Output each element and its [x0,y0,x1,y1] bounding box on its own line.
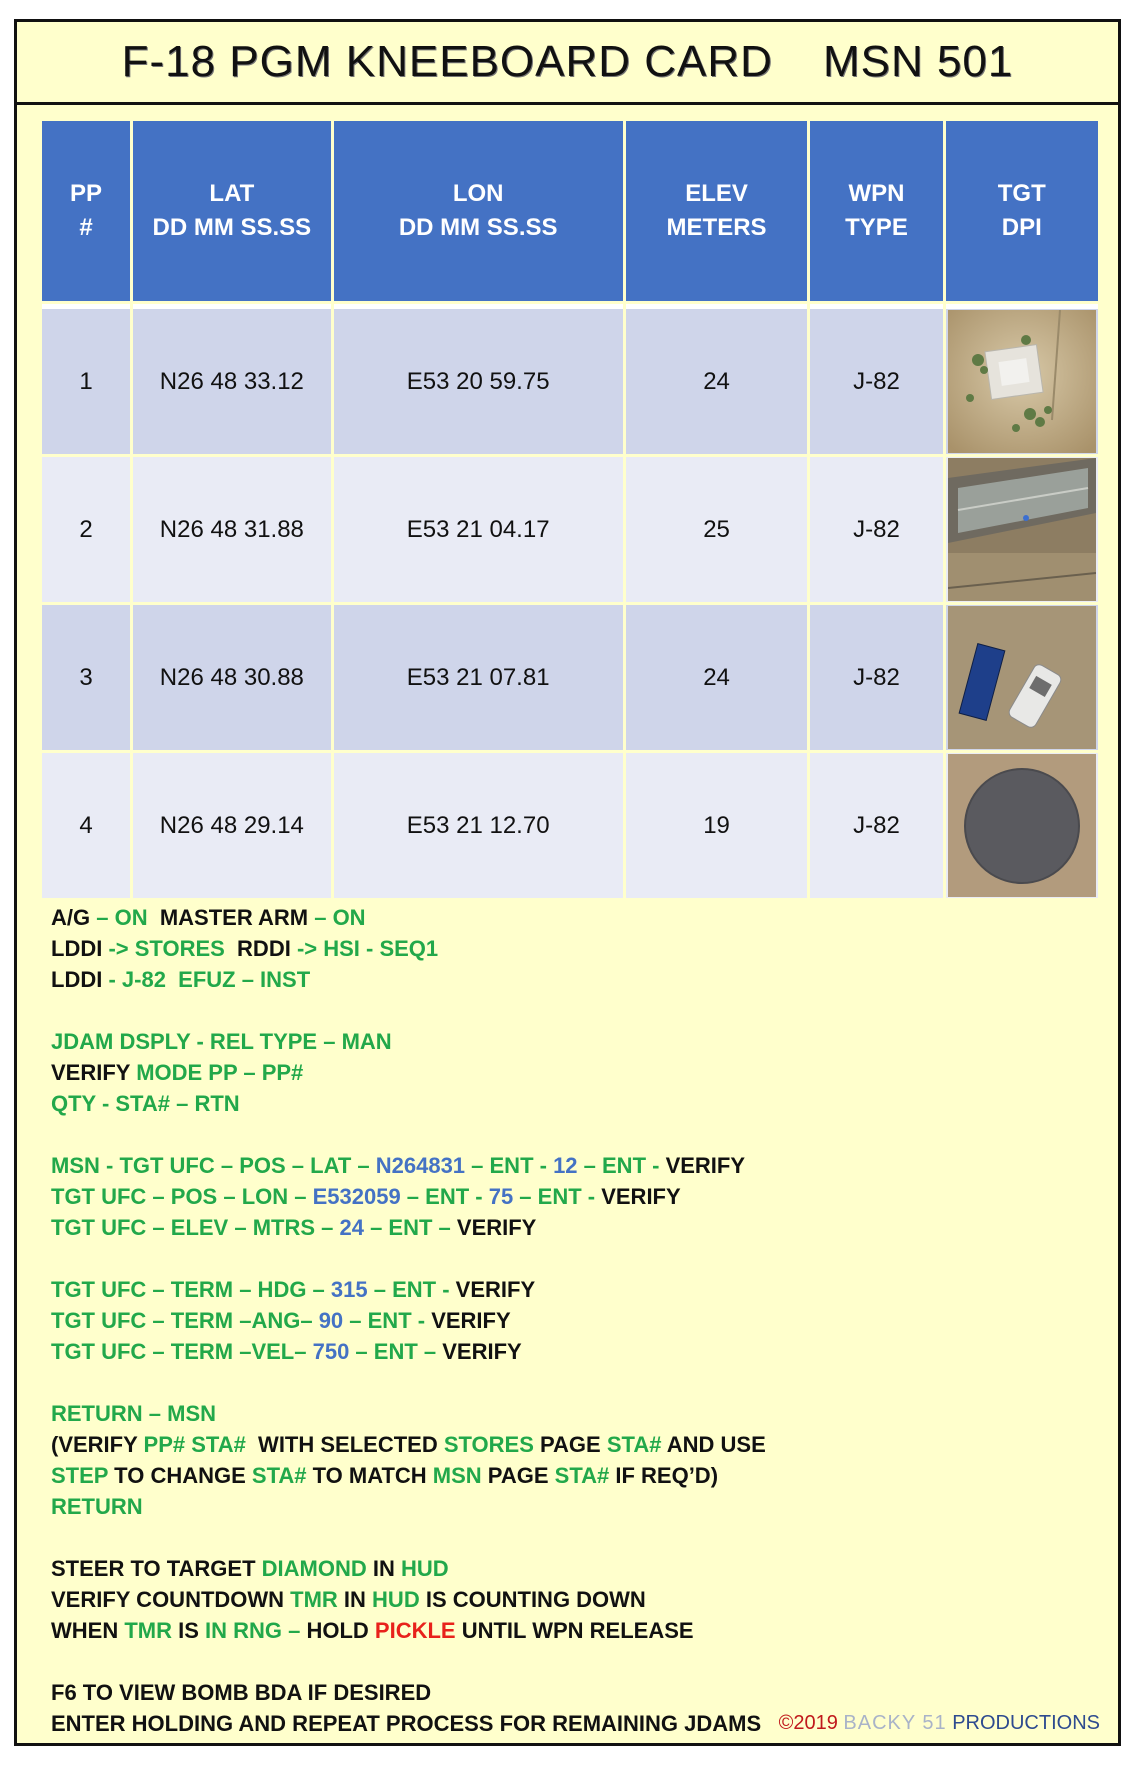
table-row [42,753,1098,898]
procedure-line [51,1181,766,1212]
tgt-image-4-icon [948,754,1096,897]
procedure-text: TMR [124,1618,172,1643]
procedure-text: LDDI [51,967,109,992]
tgt-cell [946,457,1098,602]
procedure-text: RDDI [224,936,297,961]
procedure-text: TGT UFC – TERM –VEL– [51,1339,313,1364]
footer-credit [779,1712,1100,1735]
procedure-text: - J-82 EFUZ – INST [108,967,311,992]
procedure-text: RETURN – MSN [51,1401,217,1426]
table-row [42,605,1098,750]
wpn-cell: J-82 [810,605,942,750]
procedure-text: TGT UFC – TERM –ANG– [51,1308,319,1333]
notes-spacer [51,1243,766,1274]
procedure-text: – ENT - [343,1308,432,1333]
procedure-text: WHEN [51,1618,125,1643]
procedure-text: TO MATCH [306,1463,433,1488]
procedure-line [51,1057,766,1088]
procedure-text: – ENT - [577,1153,666,1178]
procedure-text: RETURN [51,1494,143,1519]
tgt-image-1-icon [948,310,1096,453]
procedure-text: TGT UFC – ELEV – MTRS – [51,1215,340,1240]
header-wpn: WPN TYPE [810,121,942,301]
procedure-line [51,1212,766,1243]
procedure-line [51,1336,766,1367]
lat-cell: N26 48 31.88 [133,457,331,602]
lat-cell: N26 48 30.88 [133,605,331,750]
wpn-cell: J-82 [810,753,942,898]
procedure-line [51,1708,766,1739]
notes-spacer [51,1522,766,1553]
procedure-text: AND USE [661,1432,766,1457]
procedure-text: MODE PP – PP# [136,1060,304,1085]
procedure-line [51,1088,766,1119]
lon-cell: E53 20 59.75 [334,304,623,454]
header-lon: LON DD MM SS.SS [334,121,623,301]
procedure-text: 750 [312,1339,350,1364]
procedure-text: – ENT - [513,1184,602,1209]
procedure-text: UNTIL WPN RELEASE [455,1618,694,1643]
pp-cell: 4 [42,753,130,898]
procedure-text: LDDI [51,936,109,961]
procedure-text: -> STORES [108,936,225,961]
header-elev: ELEV METERS [626,121,808,301]
procedure-text: MASTER ARM [147,905,315,930]
header-lat: LAT DD MM SS.SS [133,121,331,301]
procedure-text: STEER TO TARGET [51,1556,262,1581]
tgt-cell [946,753,1098,898]
procedure-text: MSN [432,1463,482,1488]
procedure-text: WITH SELECTED [245,1432,444,1457]
lon-cell: E53 21 12.70 [334,753,623,898]
procedure-text: 24 [339,1215,364,1240]
kneeboard-card [14,19,1121,1746]
procedure-text: – ENT – [363,1215,457,1240]
procedure-line [51,1491,766,1522]
procedure-text: 90 [318,1308,344,1333]
procedure-text: -> HSI - SEQ1 [296,936,439,961]
notes-spacer [51,1646,766,1677]
elev-cell: 24 [626,605,808,750]
procedure-text: TO CHANGE [108,1463,252,1488]
author-text: BACKY 51 [843,1712,947,1734]
procedure-text: VERIFY [455,1277,536,1302]
procedure-line [51,1584,766,1615]
procedure-line [51,964,766,995]
procedure-line [51,1026,766,1057]
tgt-image-2-icon [948,458,1096,601]
table-row [42,457,1098,602]
procedure-text: STA# [606,1432,662,1457]
procedure-text: VERIFY [456,1215,537,1240]
procedure-text: HUD [401,1556,449,1581]
procedure-text: VERIFY [431,1308,511,1333]
procedure-text: VERIFY [51,1060,137,1085]
procedure-line [51,1429,766,1460]
pp-cell: 2 [42,457,130,602]
procedure-text: ENTER HOLDING AND REPEAT PROCESS FOR REMAINING JDAMS [51,1711,762,1736]
procedure-text: STEP [51,1463,109,1488]
tgt-cell [946,605,1098,750]
procedure-text: – ON [314,905,366,930]
procedure-text: VERIFY COUNTDOWN [51,1587,291,1612]
procedure-text: QTY - STA# – RTN [51,1091,240,1116]
procedure-text: STORES [443,1432,534,1457]
procedure-line [51,1305,766,1336]
procedure-text: VERIFY [665,1153,746,1178]
procedure-text: 75 [488,1184,514,1209]
waypoint-table [39,118,1101,901]
procedure-text: IF REQ’D) [609,1463,719,1488]
procedure-text: VERIFY [442,1339,522,1364]
notes-spacer [51,1367,766,1398]
card-title: F-18 PGM KNEEBOARD CARD [121,37,773,86]
procedure-text: F6 TO VIEW BOMB BDA IF DESIRED [51,1680,432,1705]
procedure-text: TMR [290,1587,338,1612]
procedure-line [51,1150,766,1181]
procedure-text: IS [171,1618,205,1643]
procedure-text: TGT UFC – POS – LON – [51,1184,313,1209]
procedure-text: PAGE [481,1463,555,1488]
procedure-line [51,902,766,933]
procedure-text: PICKLE [374,1618,456,1643]
title-bar [17,22,1118,105]
procedure-text: STA# [251,1463,307,1488]
mission-number: MSN 501 [822,37,1014,86]
procedure-text: IS COUNTING DOWN [419,1587,646,1612]
notes-spacer [51,1119,766,1150]
procedure-line [51,1553,766,1584]
lon-cell: E53 21 07.81 [334,605,623,750]
procedure-text: – ENT – [349,1339,443,1364]
notes-spacer [51,995,766,1026]
procedure-text: JDAM DSPLY - REL TYPE – MAN [51,1029,392,1054]
procedure-line [51,933,766,964]
pp-cell: 1 [42,304,130,454]
procedure-line [51,1677,766,1708]
tgt-cell [946,304,1098,454]
wpn-cell: J-82 [810,304,942,454]
pp-cell: 3 [42,605,130,750]
table-header-row [42,121,1098,301]
procedure-text: A/G [51,905,97,930]
org-text: PRODUCTIONS [952,1712,1100,1734]
procedure-text: DIAMOND [261,1556,367,1581]
procedure-line [51,1398,766,1429]
procedure-text: E532059 [312,1184,401,1209]
procedure-text: HUD [372,1587,420,1612]
lat-cell: N26 48 33.12 [133,304,331,454]
procedure-text: PAGE [533,1432,607,1457]
copyright-text: ©2019 [778,1712,838,1734]
elev-cell: 25 [626,457,808,602]
procedure-line [51,1460,766,1491]
procedure-text: PP# STA# [143,1432,246,1457]
table-row [42,304,1098,454]
procedure-line [51,1274,766,1305]
header-pp: PP # [42,121,130,301]
procedure-text: HOLD [306,1618,375,1643]
procedure-text: TGT UFC – TERM – HDG – [51,1277,331,1302]
procedure-text: – ENT - [400,1184,489,1209]
procedure-notes [51,902,766,1739]
procedure-text: IN RNG – [205,1618,307,1643]
procedure-text: – ENT - [465,1153,554,1178]
elev-cell: 24 [626,304,808,454]
procedure-text: VERIFY [601,1184,681,1209]
lat-cell: N26 48 29.14 [133,753,331,898]
tgt-image-3-icon [948,606,1096,749]
procedure-text: N264831 [375,1153,466,1178]
procedure-text: – ON [96,905,148,930]
procedure-text: (VERIFY [51,1432,144,1457]
header-tgt: TGT DPI [946,121,1098,301]
procedure-line [51,1615,766,1646]
procedure-text: IN [337,1587,373,1612]
procedure-text: 315 [330,1277,368,1302]
procedure-text: – ENT - [367,1277,456,1302]
procedure-text: IN [366,1556,401,1581]
procedure-text: STA# [554,1463,610,1488]
wpn-cell: J-82 [810,457,942,602]
lon-cell: E53 21 04.17 [334,457,623,602]
procedure-text: MSN - TGT UFC – POS – LAT – [51,1153,376,1178]
elev-cell: 19 [626,753,808,898]
procedure-text: 12 [553,1153,578,1178]
